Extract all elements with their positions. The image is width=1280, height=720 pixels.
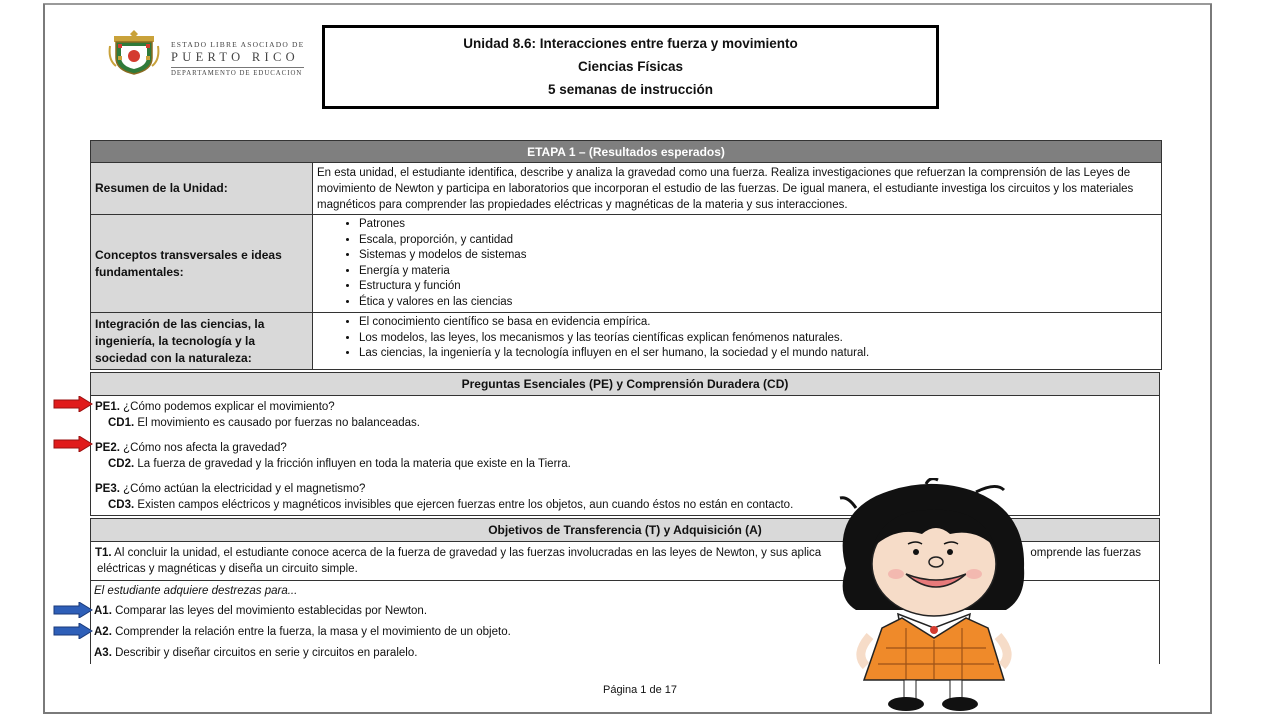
list-item: • Energía y materia (359, 264, 1157, 280)
logo-line-3: DEPARTAMENTO DE EDUCACION (171, 67, 304, 77)
list-item: • Las ciencias, la ingeniería y la tecnología influyen en el ser humano, la sociedad y el mundo natural. (359, 346, 1157, 362)
pe-question-2: PE2. ¿Cómo nos afecta la gravedad? (95, 442, 287, 454)
list-item: • Ética y valores en las ciencias (359, 295, 1157, 311)
list-item: • Patrones (359, 217, 1157, 233)
department-logo (108, 26, 318, 76)
page-number: Página 1 de 17 (602, 684, 677, 696)
acquisition-intro: El estudiante adquiere destrezas para... (94, 585, 298, 597)
red-arrow-icon (53, 396, 93, 412)
transfer-objective-right: omprende las fuerzas (1030, 547, 1141, 559)
blue-arrow-icon (53, 623, 93, 639)
unit-title-box (322, 25, 939, 109)
list-item: • El conocimiento científico se basa en evidencia empírica. (359, 315, 1157, 331)
pe-cd-header: Preguntas Esenciales (PE) y Comprensión Duradera (CD) (91, 373, 1159, 396)
cd-statement-2: CD2. La fuerza de gravedad y la fricción influyen en toda la materia que existe en la Tierra. (108, 458, 571, 470)
cd-statement-1: CD1. El movimiento es causado por fuerzas no balanceadas. (108, 417, 420, 429)
list-item: • Sistemas y modelos de sistemas (359, 248, 1157, 264)
etapa-header: ETAPA 1 – (Resultados esperados) (91, 141, 1162, 163)
blue-arrow-icon (53, 602, 93, 618)
row-text-resumen: En esta unidad, el estudiante identifica, describe y analiza la gravedad como una fuerza. Realiza investigaciones que refuerzan la comprensión de las Leyes de movimiento de Newton y participa en laboratorios que incorporan el estudio de las fuerzas. De igual manera, el estudiante investiga los circuitos y los materiales magnéticos para comprender las propiedades eléctricas y magnéticas de la materia y sus interacciones. (313, 163, 1162, 215)
etapa-table (90, 140, 1162, 370)
logo-text (171, 40, 304, 77)
logo-line-2: PUERTO RICO (171, 50, 299, 64)
acquisition-item-2: A2. Comprender la relación entre la fuerza, la masa y el movimiento de un objeto. (94, 626, 511, 638)
row-label-integracion: Integración de las ciencias, la ingeniería, la tecnología y la sociedad con la naturaleza: (91, 313, 313, 370)
list-item: • Escala, proporción, y cantidad (359, 233, 1157, 249)
table-row (91, 313, 1162, 370)
red-arrow-icon (53, 436, 93, 452)
row-label-conceptos: Conceptos transversales e ideas fundamentales: (91, 215, 313, 313)
logo-line-1: ESTADO LIBRE ASOCIADO DE (171, 40, 305, 49)
subject-title: Ciencias Físicas (577, 59, 684, 74)
list-item: • Estructura y función (359, 279, 1157, 295)
cd-statement-3: CD3. Existen campos eléctricos y magnéticos invisibles que ejercen fuerzas entre los objetos, aun cuando éstos no están en contacto. (108, 499, 794, 511)
acquisition-item-3: A3. Describir y diseñar circuitos en serie y circuitos en paralelo. (94, 647, 418, 659)
pe-question-1: PE1. ¿Cómo podemos explicar el movimiento? (95, 401, 335, 413)
table-row (91, 163, 1162, 215)
acquisition-item-1: A1. Comparar las leyes del movimiento establecidas por Newton. (94, 605, 428, 617)
row-label-resumen: Resumen de la Unidad: (91, 163, 313, 215)
duration-title: 5 semanas de instrucción (547, 82, 714, 97)
row-list-integracion (313, 313, 1162, 370)
objectives-header: Objetivos de Transferencia (T) y Adquisición (A) (91, 519, 1159, 542)
mafalda-cartoon-icon (826, 478, 1036, 714)
table-row (91, 215, 1162, 313)
puerto-rico-seal-icon (108, 26, 160, 76)
row-list-conceptos (313, 215, 1162, 313)
unit-title: Unidad 8.6: Interacciones entre fuerza y movimiento (463, 36, 798, 51)
pe-question-3: PE3. ¿Cómo actúan la electricidad y el magnetismo? (95, 483, 366, 495)
transfer-objective: T1. Al concluir la unidad, el estudiante conoce acerca de la fuerza de gravedad y las fuerzas involucradas en las leyes de Newton, y sus aplica omprende las fuerzas eléctricas y magnéticas y diseña un circuito simple. (91, 542, 1159, 581)
list-item: • Los modelos, las leyes, los mecanismos y las teorías científicas explican fenómenos naturales. (359, 331, 1157, 347)
